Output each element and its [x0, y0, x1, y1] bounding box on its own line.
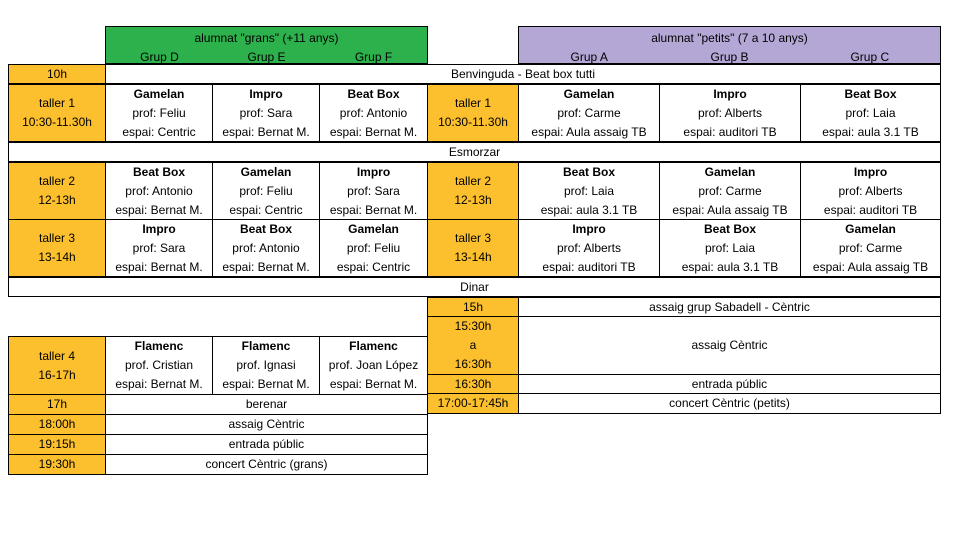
sabadell-row	[518, 297, 941, 317]
session-prof: prof: Antonio	[339, 105, 408, 120]
session-prof: prof: Sara	[239, 105, 293, 120]
assaig-petits-row	[518, 316, 941, 375]
assaig-grans-time	[8, 414, 106, 435]
assaig-grans-time-text: 18:00h	[38, 417, 76, 431]
taller3-petits-time	[427, 219, 519, 277]
concert-grans-label: concert Cèntric (grans)	[205, 457, 328, 471]
sabadell-time	[427, 297, 519, 317]
session-name: Beat Box	[562, 164, 615, 179]
taller4-grans-d	[105, 336, 213, 395]
berenar-time	[8, 394, 106, 415]
assaig-grans-row	[105, 414, 428, 435]
session-name: Impro	[356, 164, 391, 179]
taller2-petits-c	[800, 162, 941, 220]
session-name: Gamelan	[845, 221, 896, 236]
welcome-row	[105, 64, 941, 84]
group-d-label: Grup D	[140, 50, 179, 64]
taller2-grans-hours: 12-13h	[38, 193, 76, 207]
session-name: Gamelan	[704, 164, 756, 179]
session-name: Beat Box	[347, 86, 400, 101]
esmorzar-row	[8, 142, 941, 162]
entrada-petits-time	[427, 374, 519, 394]
assaig-petits-start: 15:30h	[454, 319, 492, 333]
session-prof: prof: Alberts	[556, 240, 622, 255]
taller1-grans-f	[319, 84, 428, 142]
taller3-grans-title: taller 3	[38, 231, 76, 245]
taller2-petits-time	[427, 162, 519, 220]
taller1-petits-c	[800, 84, 941, 142]
taller4-grans-time	[8, 336, 106, 395]
taller2-grans-e	[212, 162, 320, 220]
entrada-petits-time-text: 16:30h	[454, 376, 492, 391]
berenar-row	[105, 394, 428, 415]
session-espai: espai: Bernat M.	[115, 202, 203, 217]
session-prof: prof: Carme	[557, 105, 621, 120]
group-f-label: Grup F	[354, 50, 393, 64]
session-prof: prof: Alberts	[838, 183, 903, 198]
concert-grans-time-text: 19:30h	[38, 457, 76, 471]
taller4-grans-e	[212, 336, 320, 395]
taller1-petits-title: taller 1	[454, 96, 492, 110]
taller1-petits-time	[427, 84, 519, 142]
session-espai: espai: Bernat M.	[115, 377, 203, 391]
session-prof: prof. Cristian	[124, 358, 194, 372]
dinar-row	[8, 277, 941, 297]
welcome-time	[8, 64, 106, 84]
session-prof: prof: Laia	[563, 183, 615, 198]
session-prof: prof: Feliu	[132, 105, 186, 120]
session-espai: espai: aula 3.1 TB	[681, 259, 779, 274]
session-espai: espai: auditori TB	[542, 259, 636, 274]
concert-grans-time	[8, 454, 106, 475]
berenar-time-text: 17h	[46, 397, 68, 411]
session-prof: prof: Carme	[838, 240, 903, 255]
taller3-grans-e	[212, 219, 320, 277]
concert-petits-label: concert Cèntric (petits)	[669, 396, 790, 410]
session-name: Gamelan	[133, 86, 185, 101]
taller1-grans-hours: 10:30-11.30h	[22, 115, 92, 129]
taller3-petits-title: taller 3	[454, 231, 492, 245]
entrada-grans-time-text: 19:15h	[38, 437, 76, 451]
session-espai: espai: Aula assaig TB	[672, 202, 788, 217]
taller2-petits-b	[659, 162, 801, 220]
taller4-grans-title: taller 4	[38, 348, 76, 363]
session-prof: prof: Antonio	[125, 183, 193, 198]
taller2-grans-time	[8, 162, 106, 220]
concert-petits-row	[518, 393, 941, 414]
taller2-petits-title: taller 2	[454, 174, 492, 188]
taller3-petits-a	[518, 219, 660, 277]
petits-title: alumnat "petits" (7 a 10 anys)	[651, 31, 808, 45]
session-espai: espai: aula 3.1 TB	[822, 124, 919, 139]
session-name: Flamenc	[349, 339, 398, 353]
entrada-grans-time	[8, 434, 106, 455]
sabadell-label: assaig grup Sabadell - Cèntric	[649, 299, 810, 314]
session-espai: espai: Bernat M.	[329, 202, 418, 217]
assaig-petits-time	[427, 316, 519, 375]
session-prof: prof: Sara	[132, 240, 186, 255]
taller2-grans-f	[319, 162, 428, 220]
taller1-grans-time	[8, 84, 106, 142]
grans-title: alumnat "grans" (+11 anys)	[194, 31, 339, 45]
session-name: Impro	[572, 221, 606, 236]
taller2-grans-title: taller 2	[38, 174, 76, 188]
session-prof: prof: Sara	[347, 183, 400, 198]
session-espai: espai: Aula assaig TB	[531, 124, 647, 139]
taller4-grans-hours: 16-17h	[38, 367, 76, 382]
concert-grans-row	[105, 454, 428, 475]
session-prof: prof: Antonio	[232, 240, 300, 255]
entrada-petits-row	[518, 374, 941, 394]
assaig-petits-end: 16:30h	[454, 357, 492, 371]
session-prof: prof: Laia	[704, 240, 756, 255]
session-prof: prof: Alberts	[697, 105, 763, 120]
group-a-label: Grup A	[570, 50, 608, 64]
assaig-grans-label: assaig Cèntric	[228, 417, 305, 431]
group-e-label: Grup E	[247, 50, 286, 64]
petits-header	[518, 26, 941, 64]
taller2-petits-a	[518, 162, 660, 220]
assaig-petits-a: a	[469, 338, 477, 352]
taller3-grans-hours: 13-14h	[38, 250, 76, 264]
session-espai: espai: Centric	[229, 202, 303, 217]
session-name: Gamelan	[240, 164, 292, 179]
session-espai: espai: auditori TB	[823, 202, 918, 217]
taller1-petits-b	[659, 84, 801, 142]
assaig-petits-label: assaig Cèntric	[691, 338, 768, 352]
session-name: Impro	[713, 86, 747, 101]
taller3-petits-b	[659, 219, 801, 277]
session-espai: espai: Bernat M.	[329, 377, 418, 391]
taller2-petits-hours: 12-13h	[454, 193, 492, 207]
dinar-label: Dinar	[460, 279, 489, 294]
welcome-time-text: 10h	[46, 66, 68, 81]
taller3-grans-d	[105, 219, 213, 277]
session-espai: espai: Centric	[336, 259, 411, 274]
welcome-label: Benvinguda - Beat box tutti	[450, 66, 596, 81]
session-name: Flamenc	[134, 339, 184, 353]
taller3-grans-time	[8, 219, 106, 277]
grans-header	[105, 26, 428, 64]
berenar-label: berenar	[245, 397, 288, 411]
taller1-petits-a	[518, 84, 660, 142]
sabadell-time-text: 15h	[462, 299, 484, 314]
session-espai: espai: Aula assaig TB	[812, 259, 929, 274]
session-espai: espai: Bernat M.	[222, 377, 310, 391]
session-name: Beat Box	[132, 164, 185, 179]
session-name: Gamelan	[563, 86, 615, 101]
session-prof: prof: Feliu	[346, 240, 401, 255]
session-name: Impro	[142, 221, 176, 236]
session-prof: prof: Feliu	[239, 183, 293, 198]
session-prof: prof: Laia	[845, 105, 896, 120]
session-prof: prof. Ignasi	[236, 358, 296, 372]
taller4-grans-f	[319, 336, 428, 395]
session-name: Beat Box	[844, 86, 897, 101]
taller1-grans-e	[212, 84, 320, 142]
entrada-grans-row	[105, 434, 428, 455]
taller1-grans-title: taller 1	[38, 96, 76, 110]
session-espai: espai: auditori TB	[683, 124, 777, 139]
session-espai: espai: Bernat M.	[222, 124, 310, 139]
concert-petits-time	[427, 393, 519, 414]
session-espai: espai: Bernat M.	[222, 259, 310, 274]
taller3-petits-hours: 13-14h	[454, 250, 492, 264]
session-espai: espai: Bernat M.	[115, 259, 203, 274]
session-name: Beat Box	[703, 221, 756, 236]
session-name: Impro	[853, 164, 888, 179]
taller3-grans-f	[319, 219, 428, 277]
entrada-petits-label: entrada públic	[691, 376, 768, 391]
session-prof: prof: Carme	[698, 183, 762, 198]
session-name: Impro	[249, 86, 283, 101]
session-espai: espai: Centric	[122, 124, 196, 139]
session-name: Gamelan	[348, 221, 399, 236]
session-prof: prof. Joan López	[328, 358, 419, 372]
taller1-petits-hours: 10:30-11.30h	[438, 115, 508, 129]
taller2-grans-d	[105, 162, 213, 220]
taller1-grans-d	[105, 84, 213, 142]
session-name: Beat Box	[239, 221, 292, 236]
entrada-grans-label: entrada públic	[228, 437, 305, 451]
concert-petits-time-text: 17:00-17:45h	[437, 396, 509, 410]
group-b-label: Grup B	[710, 50, 749, 64]
taller3-petits-c	[800, 219, 941, 277]
session-espai: espai: Bernat M.	[329, 124, 418, 139]
esmorzar-label: Esmorzar	[448, 144, 501, 159]
session-name: Flamenc	[241, 339, 291, 353]
session-espai: espai: aula 3.1 TB	[540, 202, 638, 217]
group-c-label: Grup C	[850, 50, 890, 64]
